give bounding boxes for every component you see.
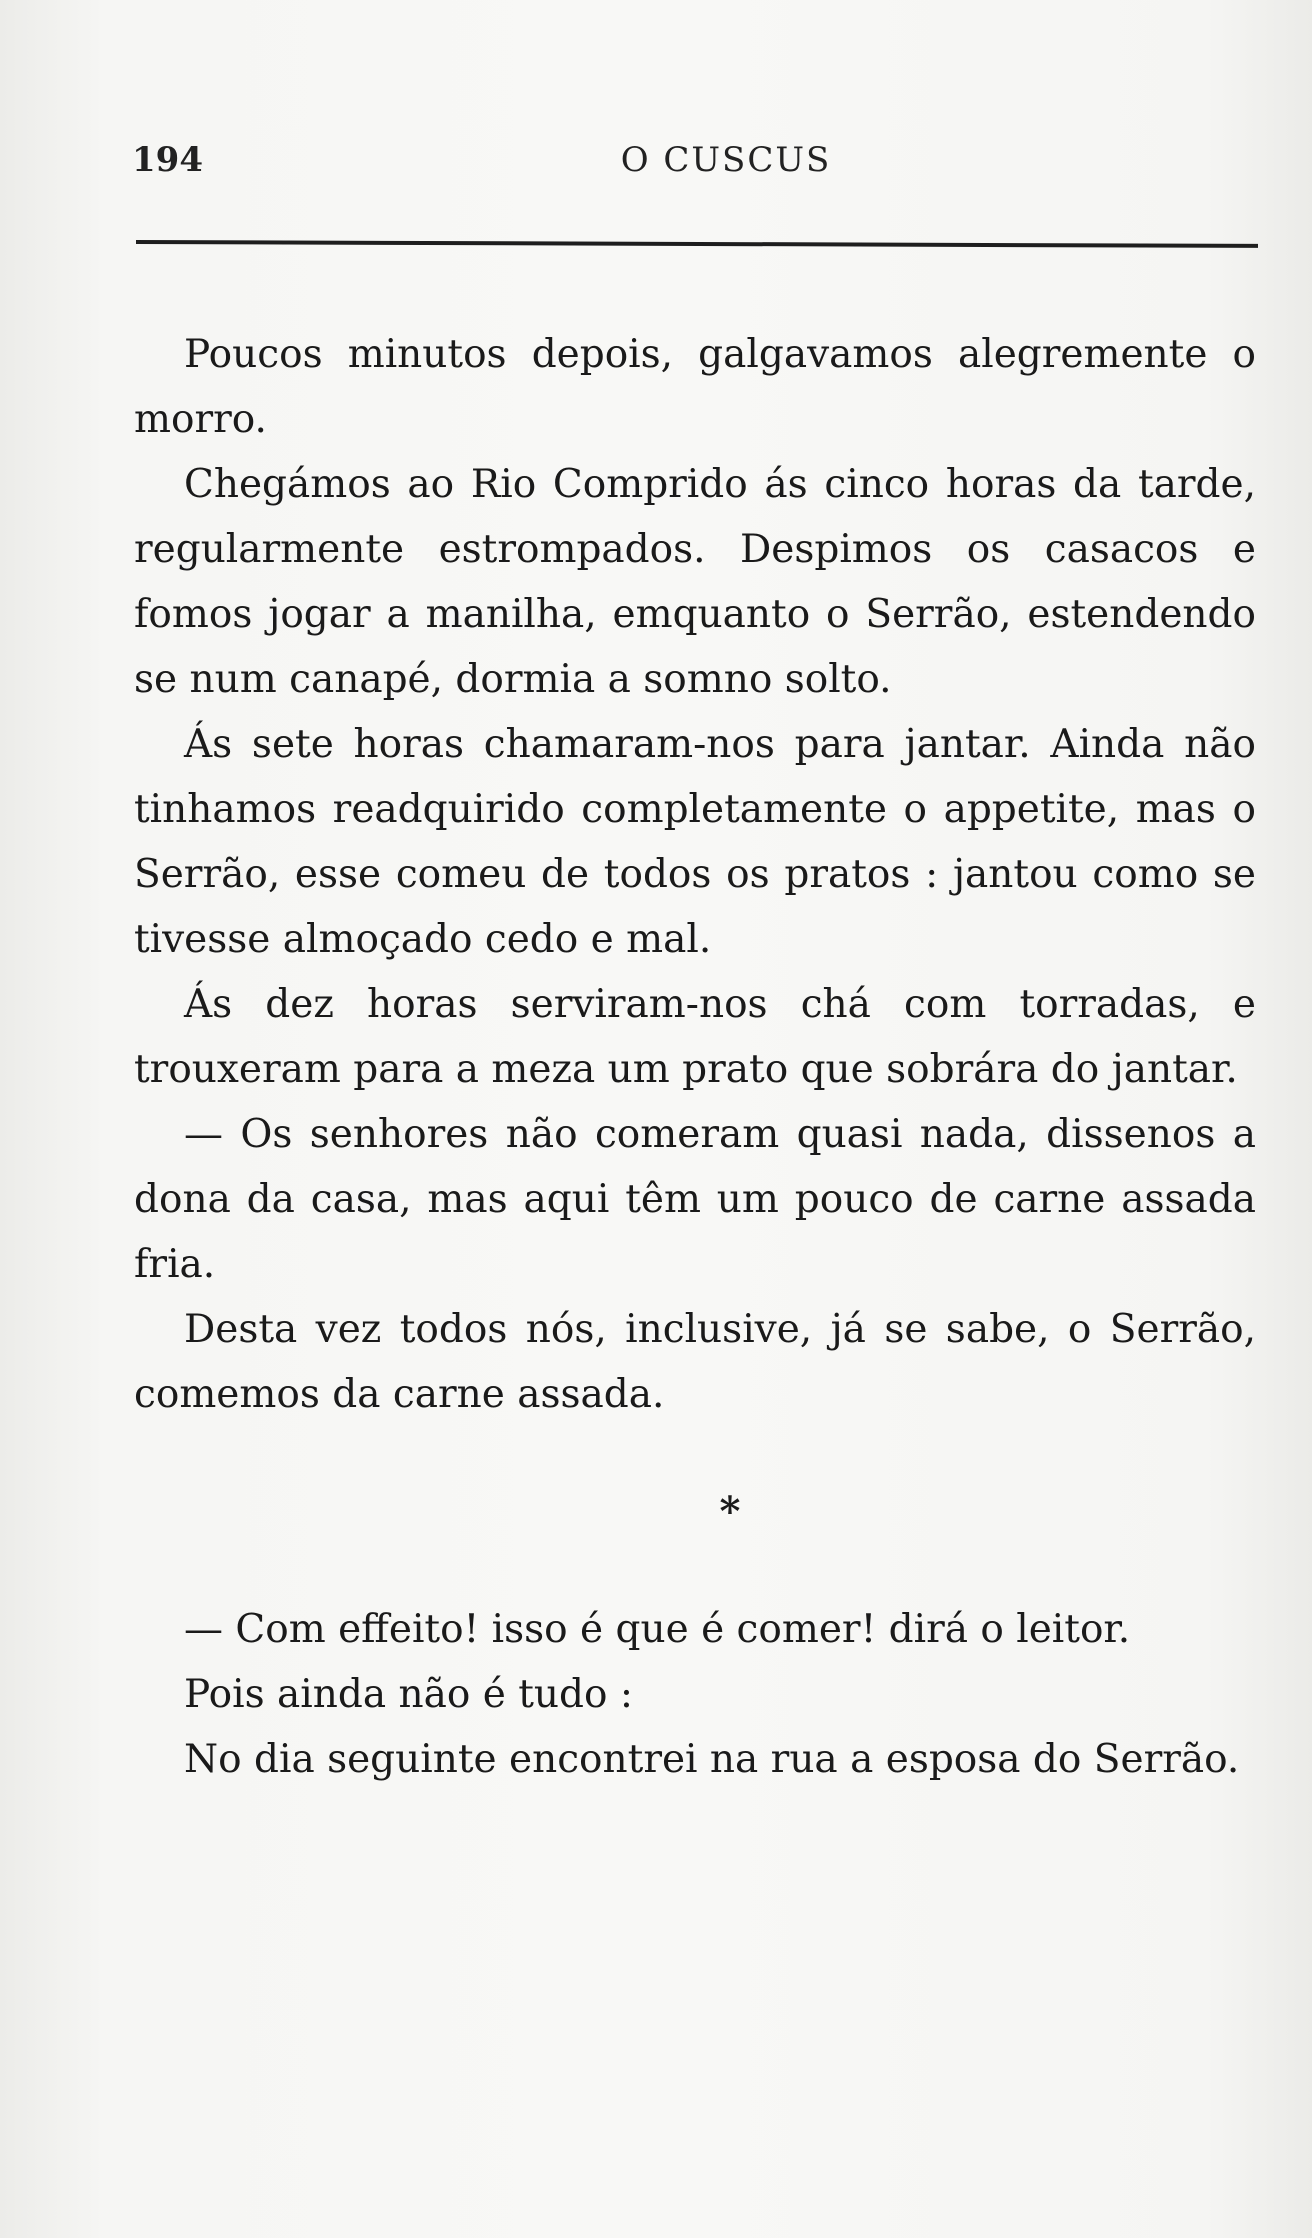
paragraph: Poucos minutos depois, galgavamos alegremente o morro.: [134, 332, 1256, 442]
paragraph: No dia seguinte encontrei na rua a esposa do Serrão.: [184, 1737, 1240, 1782]
page-header: [132, 140, 1260, 200]
body-text: [134, 322, 1256, 1792]
paragraph: — Os senhores não comeram quasi nada, dissenos a dona da casa, mas aqui têm um pouco de carne assada fria.: [134, 1112, 1256, 1287]
header-rule: [136, 240, 1258, 248]
paragraph: Chegámos ao Rio Comprido ás cinco horas da tarde, regularmente estrompados. Despimos os casacos e fomos jogar a manilha, emquanto o Serrão, estendendo se num canapé, dormia a somno solto.: [134, 462, 1256, 702]
paragraph: Pois ainda não é tudo :: [184, 1672, 633, 1717]
paragraph: — Com effeito! isso é que é comer! dirá o leitor.: [184, 1607, 1131, 1652]
paragraph: Desta vez todos nós, inclusive, já se sabe, o Serrão, comemos da carne assada.: [134, 1307, 1256, 1417]
page-number: 194: [132, 140, 203, 180]
paragraph: Ás dez horas serviram-nos chá com torradas, e trouxeram para a meza um prato que sobrára do jantar.: [134, 982, 1256, 1092]
paragraph: Ás sete horas chamaram-nos para jantar. Ainda não tinhamos readquirido completamente o appetite, mas o Serrão, esse comeu de todos os pratos : jantou como se tivesse almoçado cedo e mal.: [134, 722, 1256, 962]
running-title: O CUSCUS: [620, 140, 832, 180]
section-separator: *: [719, 1488, 741, 1535]
